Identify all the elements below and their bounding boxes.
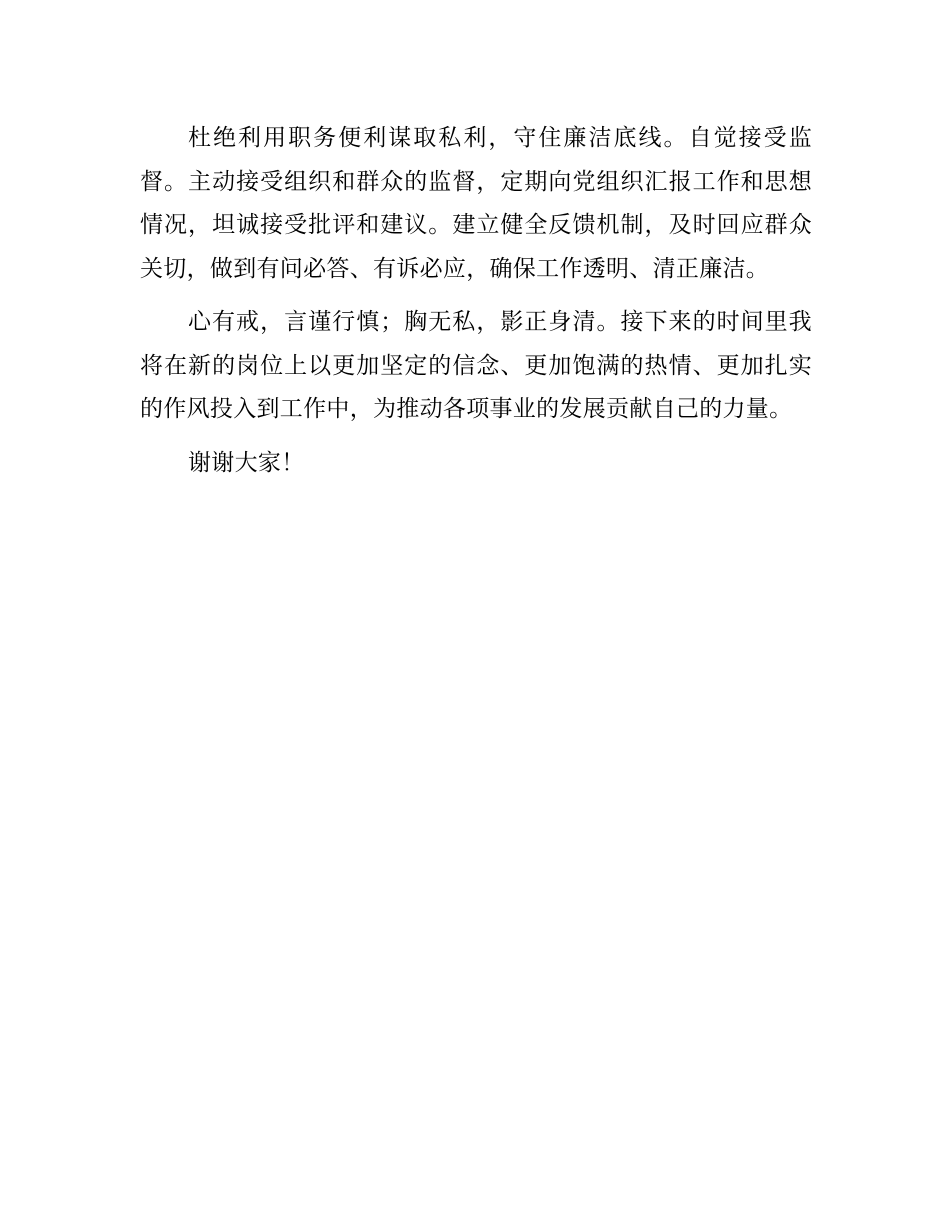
- document-body: [140, 117, 812, 495]
- paragraph-commitment: 心有戒，言谨行慎；胸无私，影正身清。接下来的时间里我将在新的岗位上以更加坚定的信念、更加饱满的热情、更加扎实的作风投入到工作中，为推动各项事业的发展贡献自己的力量。: [140, 309, 812, 422]
- paragraph-closing-thanks: 谢谢大家！: [188, 449, 305, 476]
- paragraph-integrity-supervision: 杜绝利用职务便利谋取私利，守住廉洁底线。自觉接受监督。主动接受组织和群众的监督，定期向党组织汇报工作和思想情况，坦诚接受批评和建议。建立健全反馈机制，及时回应群众关切，做到有问必答、有诉必应，确保工作透明、清正廉洁。: [140, 125, 812, 282]
